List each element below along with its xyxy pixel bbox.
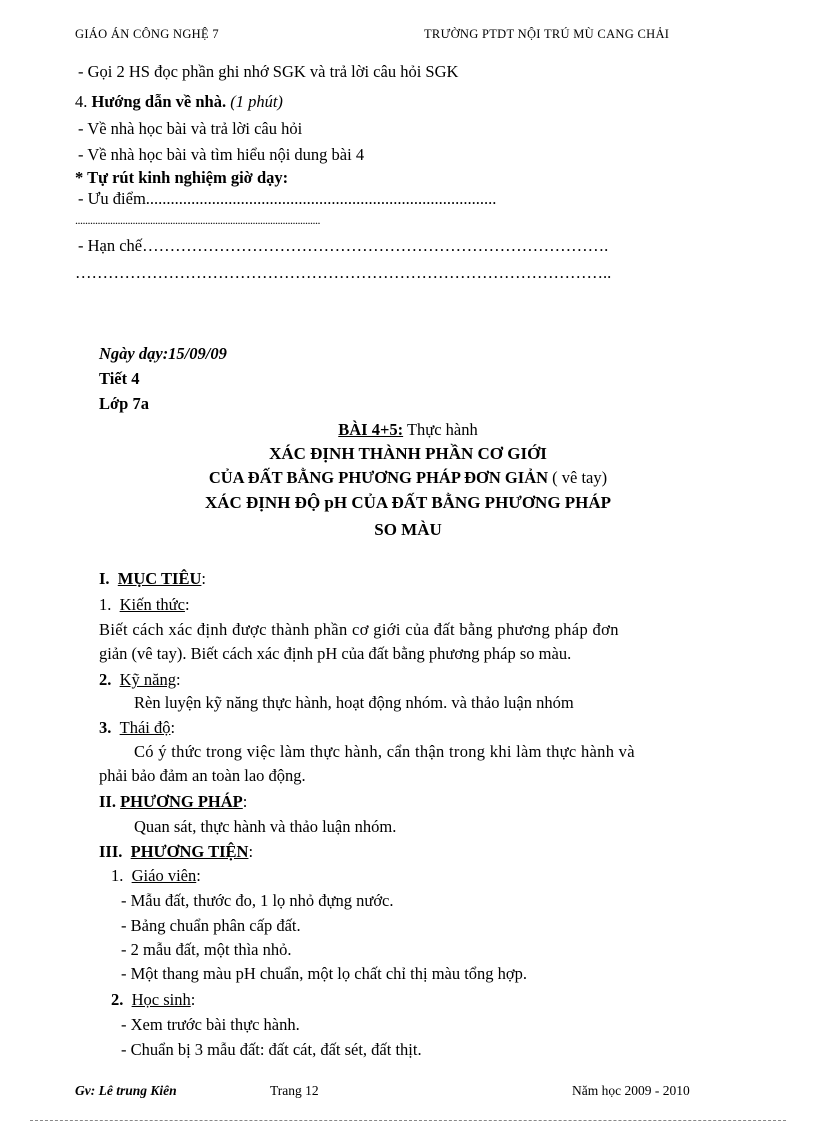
subsection-3-1-title: Giáo viên (131, 866, 197, 885)
section-2-title: PHƯƠNG PHÁP (120, 792, 243, 811)
section-4-heading (75, 92, 283, 112)
subsection-3-1-colon: : (196, 866, 201, 885)
section-4-time: (1 phút) (230, 92, 283, 111)
homework-line-1: - Về nhà học bài và trả lời câu hỏi (78, 119, 303, 138)
lesson-title-line-4: XÁC ĐỊNH ĐỘ pH CỦA ĐẤT BẰNG PHƯƠNG PHÁP (204, 493, 612, 512)
lesson-number (0, 420, 816, 440)
subsection-3-2-heading (111, 990, 195, 1010)
subsection-1-1-colon: : (184, 595, 190, 614)
reflection-title: * Tự rút kinh nghiệm giờ dạy: (75, 168, 289, 187)
lesson-title-line-3 (0, 468, 816, 488)
skills-text: Rèn luyện kỹ năng thực hành, hoạt động nhóm. và thảo luận nhóm (134, 693, 574, 712)
section-3-number: III. (99, 842, 123, 861)
subsection-1-1-heading (99, 595, 190, 615)
lesson-title-line-2: XÁC ĐỊNH THÀNH PHẦN CƠ GIỚI (269, 444, 547, 463)
header-right: TRƯỜNG PTDT NỘI TRÚ MÙ CANG CHẢI (424, 27, 670, 41)
footer-year: Năm học 2009 - 2010 (572, 1083, 690, 1098)
section-1-heading (99, 569, 206, 589)
weaknesses-line: - Hạn chế…………………………………………………………………………. (78, 236, 609, 255)
student-item-2: - Chuẩn bị 3 mẫu đất: đất cát, đất sét, đất thịt. (121, 1040, 422, 1059)
lesson-period: Tiết 4 (99, 369, 140, 388)
teacher-item-4: - Một thang màu pH chuẩn, một lọ chất chỉ thị màu tổng hợp. (121, 964, 528, 983)
footer-teacher: Gv: Lê trung Kiên (75, 1083, 177, 1098)
homework-line-2: - Về nhà học bài và tìm hiểu nội dung bài 4 (78, 145, 365, 164)
section-2-number: II. (99, 792, 116, 811)
section-4-title: Hướng dẫn về nhà. (91, 92, 227, 111)
subsection-1-3-title: Thái độ (119, 718, 171, 737)
footer-page: Trang 12 (270, 1083, 319, 1098)
subsection-1-2-colon: : (176, 670, 181, 689)
section-1-colon: : (201, 569, 206, 588)
attitude-text-1: Có ý thức trong việc làm thực hành, cẩn thận trong khi làm thực hành và (134, 742, 635, 761)
section-2-heading (99, 792, 247, 812)
section-2-colon: : (242, 792, 248, 811)
section-3-heading (99, 842, 253, 862)
lesson-title-line-3-rest: ( vê tay) (548, 468, 608, 487)
subsection-1-2-title: Kỹ năng (119, 670, 176, 689)
subsection-1-3-number: 3. (99, 718, 112, 737)
subsection-1-1-number: 1. (99, 595, 112, 614)
subsection-3-2-number: 2. (111, 990, 124, 1009)
subsection-3-2-title: Học sinh (131, 990, 191, 1009)
lesson-number-label: BÀI 4+5: (338, 420, 404, 439)
section-3-colon: : (248, 842, 254, 861)
subsection-1-3-colon: : (170, 718, 176, 737)
teacher-item-2: - Bảng chuẩn phân cấp đất. (121, 916, 301, 935)
subsection-1-1-title: Kiến thức (119, 595, 185, 614)
lesson-title-line-3-bold: CỦA ĐẤT BẰNG PHƯƠNG PHÁP ĐƠN GIẢN (208, 468, 549, 487)
section-3-title: PHƯƠNG TIỆN (130, 842, 249, 861)
attitude-text-2: phải bảo đảm an toàn lao động. (99, 766, 306, 785)
header-left: GIÁO ÁN CÔNG NGHỆ 7 (75, 27, 219, 41)
section-1-number: I. (99, 569, 110, 588)
methods-text: Quan sát, thực hành và thảo luận nhóm. (134, 817, 397, 836)
section-1-title: MỤC TIÊU (117, 569, 202, 588)
subsection-3-2-colon: : (190, 990, 196, 1009)
instruction-line: - Gọi 2 HS đọc phần ghi nhớ SGK và trả lời câu hỏi SGK (78, 62, 459, 81)
footer-divider (30, 1120, 786, 1121)
student-item-1: - Xem trước bài thực hành. (121, 1015, 300, 1034)
knowledge-text-1: Biết cách xác định được thành phần cơ giới của đất bằng phương pháp đơn (99, 620, 619, 639)
lesson-class: Lớp 7a (99, 394, 149, 413)
subsection-1-2-number: 2. (99, 670, 112, 689)
lesson-title-line-5: SO MÀU (374, 520, 442, 539)
knowledge-text-2: giản (vê tay). Biết cách xác định pH của đất bằng phương pháp so màu. (99, 644, 572, 663)
lesson-number-rest: Thực hành (403, 420, 478, 439)
section-4-number: 4. (75, 92, 88, 111)
lesson-date: Ngày dạy:15/09/09 (99, 344, 227, 363)
subsection-3-1-number: 1. (111, 866, 124, 885)
teacher-item-3: - 2 mẫu đất, một thìa nhỏ. (121, 940, 292, 959)
dotted-line-2: …………………………………………………………………………………….. (75, 263, 612, 282)
subsection-1-3-heading (99, 718, 175, 738)
subsection-1-2-heading (99, 670, 181, 690)
strengths-line: - Ưu điểm..................................................................................... (78, 189, 497, 208)
dotted-line-1: .................................................................................................. (75, 213, 320, 227)
subsection-3-1-heading (111, 866, 201, 886)
teacher-item-1: - Mẫu đất, thước đo, 1 lọ nhỏ đựng nước. (121, 891, 394, 910)
